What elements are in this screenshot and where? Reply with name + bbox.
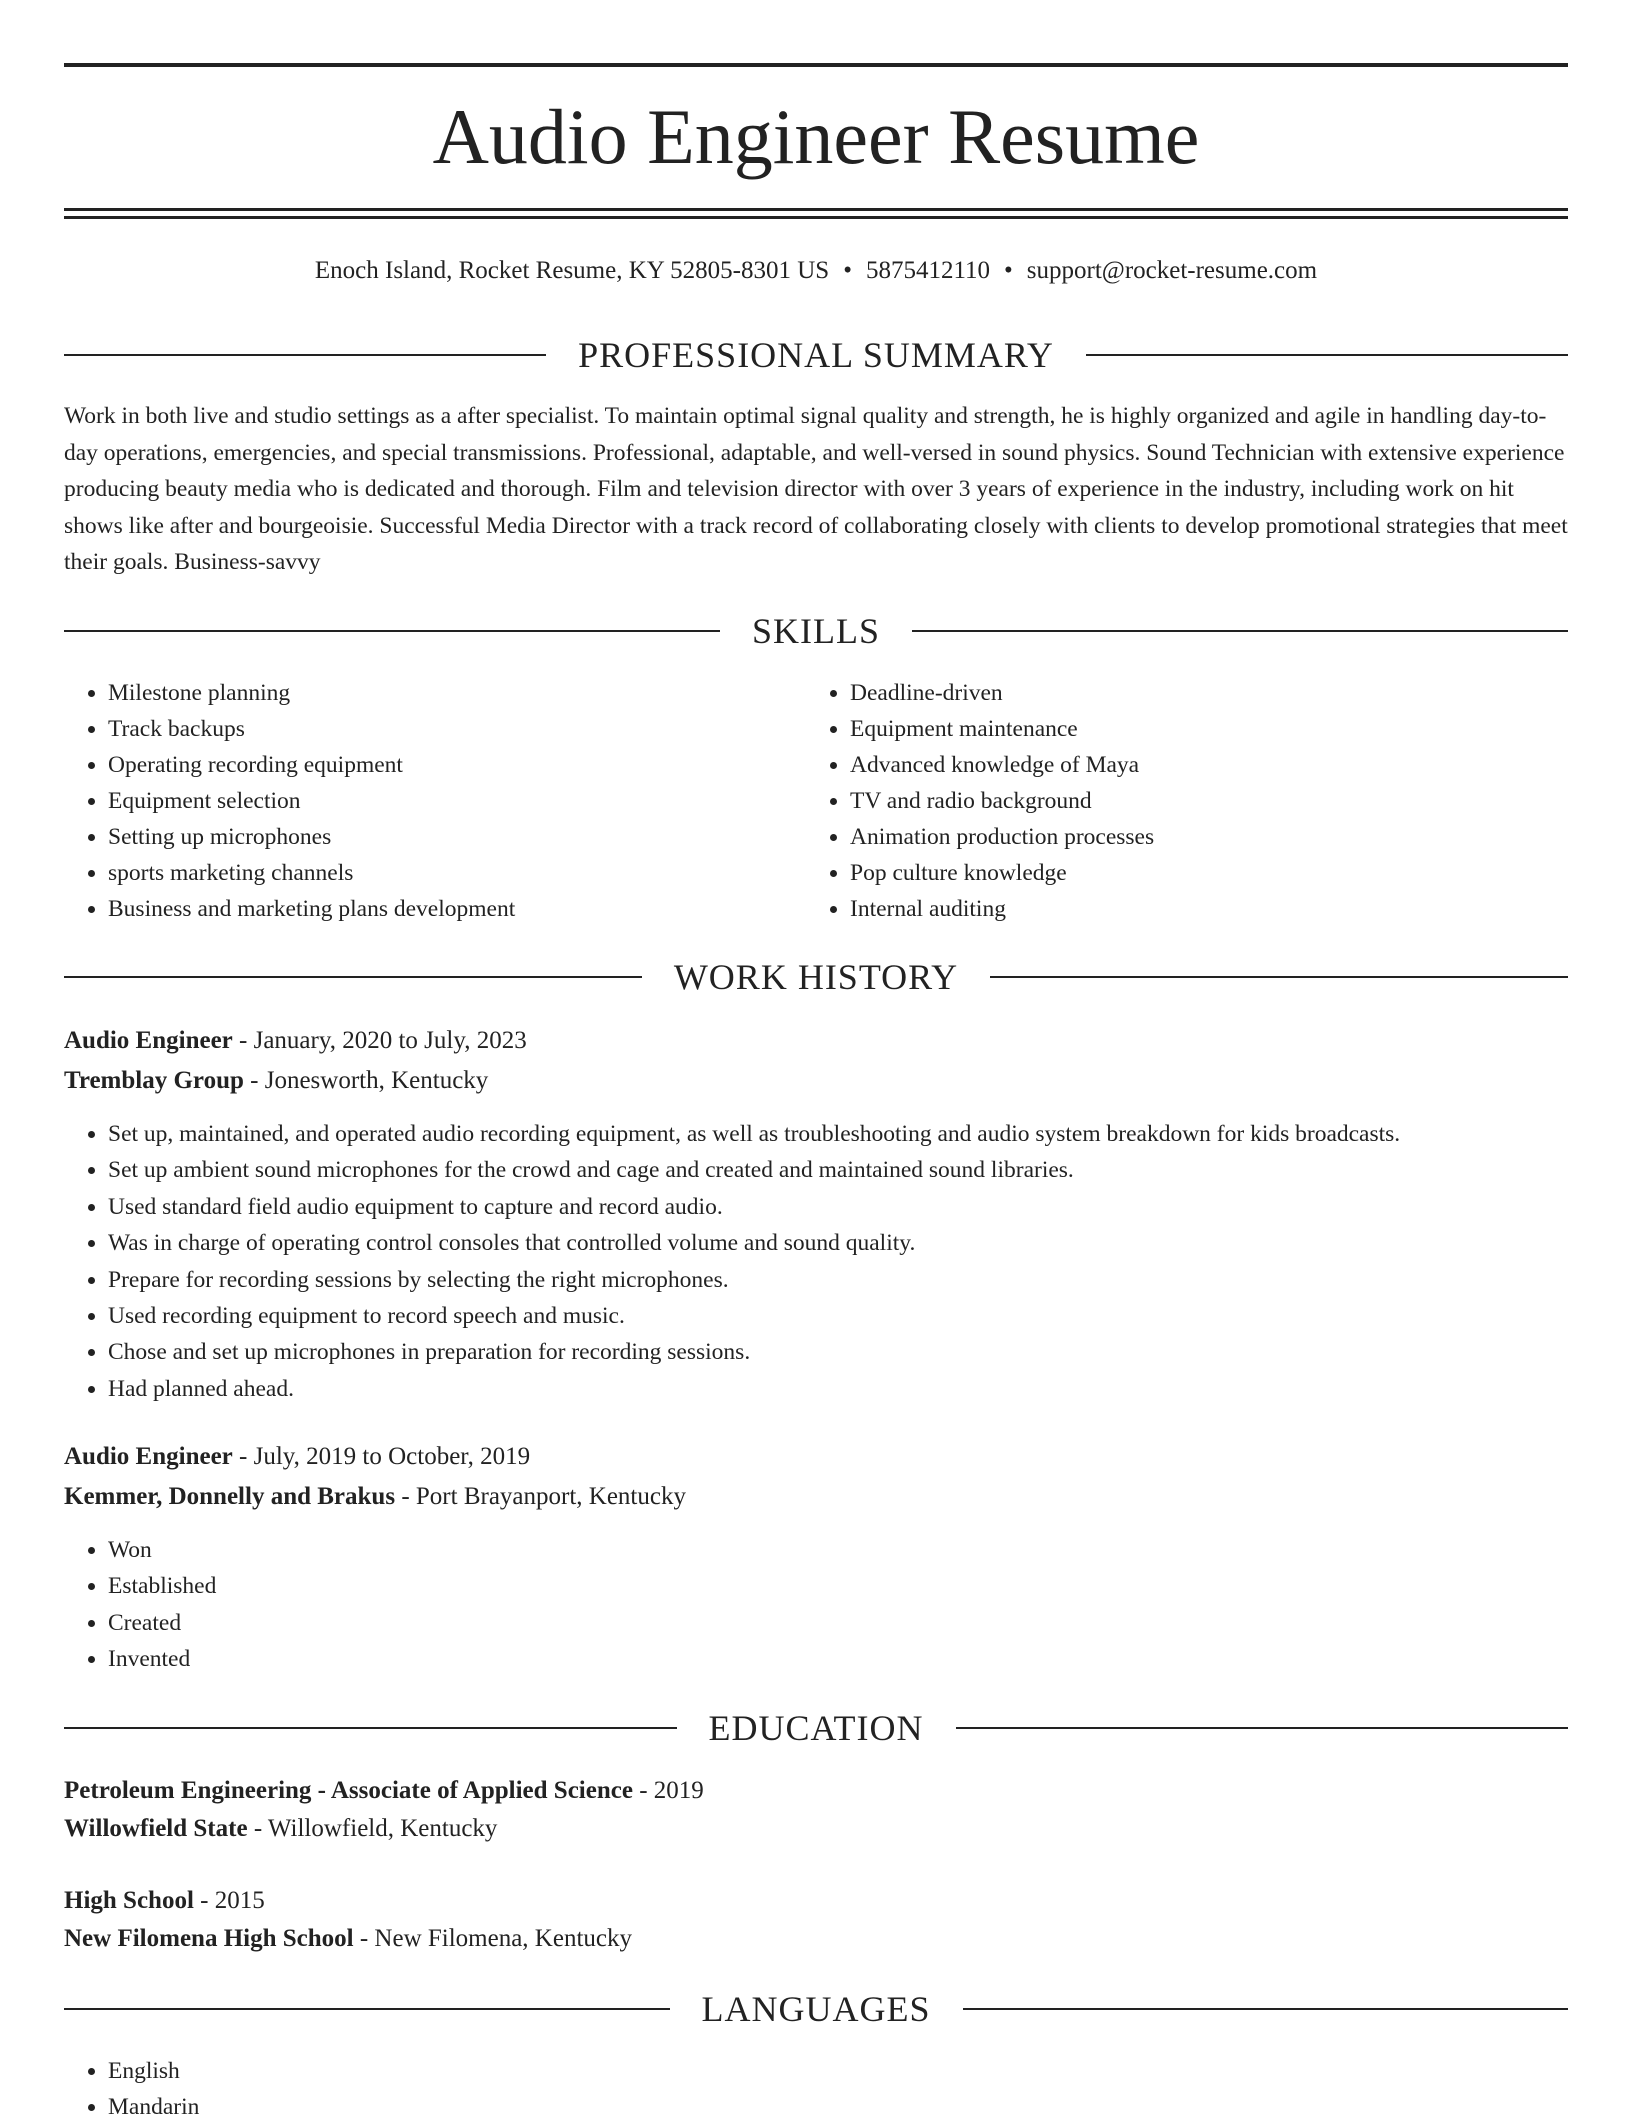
task-item: • Invented: [108, 1641, 1608, 1677]
title-rule-upper: [64, 208, 1568, 211]
language-item: • Mandarin: [108, 2089, 808, 2125]
task-item: • Won: [108, 1532, 1608, 1568]
heading-rule: [64, 2008, 670, 2010]
job-title: Audio Engineer: [64, 1443, 233, 1470]
heading-rule: [64, 354, 546, 356]
job-tasks: [64, 1532, 1608, 1678]
skills-heading-text: SKILLS: [752, 611, 881, 651]
job-title-line: [64, 1023, 527, 1059]
degree-line: [64, 1883, 265, 1919]
skills-list-left: [64, 675, 788, 927]
languages-list: [64, 2053, 808, 2125]
job-title: Audio Engineer: [64, 1027, 233, 1054]
school-line: [64, 1811, 497, 1847]
skill-item: • sports marketing channels: [108, 855, 788, 891]
task-item: • Prepare for recording sessions by selecting the right microphones.: [108, 1262, 1608, 1298]
work-heading: [64, 955, 1568, 999]
skill-item: • Internal auditing: [850, 891, 1550, 927]
degree: High School: [64, 1887, 194, 1914]
skill-item: • Setting up microphones: [108, 819, 788, 855]
job-title-line: [64, 1439, 530, 1475]
education-heading-text: EDUCATION: [708, 1708, 924, 1748]
task-item: • Set up, maintained, and operated audio recording equipment, as well as troubleshooting and audio system breakdown for kids broadcasts.: [108, 1116, 1608, 1152]
languages-heading: [64, 1987, 1568, 2031]
task-item: • Chose and set up microphones in preparation for recording sessions.: [108, 1334, 1608, 1370]
work-heading-text: WORK HISTORY: [673, 957, 959, 997]
skills-heading: [64, 609, 1568, 653]
job-company-line: [64, 1479, 686, 1515]
summary-heading: [64, 333, 1568, 377]
job-location: - Jonesworth, Kentucky: [243, 1067, 489, 1094]
heading-rule: [963, 2008, 1569, 2010]
skill-item: • Business and marketing plans development: [108, 891, 788, 927]
top-rule: [64, 63, 1568, 67]
resume-title: Audio Engineer Resume: [432, 93, 1200, 180]
degree-year: - 2015: [193, 1887, 265, 1914]
heading-rule: [956, 1727, 1569, 1729]
degree: Petroleum Engineering - Associate of Applied Science: [64, 1777, 633, 1804]
heading-rule: [912, 630, 1568, 632]
heading-rule: [64, 976, 642, 978]
task-item: • Established: [108, 1568, 1608, 1604]
job-dates: - January, 2020 to July, 2023: [232, 1027, 527, 1054]
heading-rule: [64, 1727, 677, 1729]
summary-text: Work in both live and studio settings as a after specialist. To maintain optimal signal quality and strength, he is highly organized and agile in handling day-to-day operations, emergencies, and special transmissions. Professional, adaptable, and well-versed in sound physics. Sound Technician with extensive experience producing beauty media who is dedicated and thorough. Film and television director with over 3 years of experience in the industry, including work on hit shows like after and bourgeoisie. Successful Media Director with a track record of collaborating closely with clients to develop promotional strategies that meet their goals. Business-savvy: [64, 403, 1568, 575]
contact-line: [0, 253, 1632, 289]
skill-item: • Deadline-driven: [850, 675, 1550, 711]
job-company: Tremblay Group: [64, 1067, 244, 1094]
skills-list-right: [806, 675, 1550, 927]
languages-heading-text: LANGUAGES: [701, 1989, 931, 2029]
heading-rule: [1086, 354, 1568, 356]
school: Willowfield State: [64, 1815, 248, 1842]
job-tasks: [64, 1116, 1608, 1407]
language-item: • English: [108, 2053, 808, 2089]
school-location: - Willowfield, Kentucky: [247, 1815, 498, 1842]
job-company-line: [64, 1063, 488, 1099]
contact-address: Enoch Island, Rocket Resume, KY 52805-8301 US: [314, 257, 830, 284]
school: New Filomena High School: [64, 1925, 354, 1952]
skill-item: • Milestone planning: [108, 675, 788, 711]
contact-phone: 5875412110: [865, 257, 991, 284]
skill-item: • Operating recording equipment: [108, 747, 788, 783]
school-line: [64, 1921, 632, 1957]
degree-line: [64, 1773, 704, 1809]
skill-item: • Advanced knowledge of Maya: [850, 747, 1550, 783]
heading-rule: [64, 630, 720, 632]
task-item: • Used recording equipment to record speech and music.: [108, 1298, 1608, 1334]
skill-item: • Pop culture knowledge: [850, 855, 1550, 891]
title-rule-lower: [64, 216, 1568, 219]
skill-item: • Equipment selection: [108, 783, 788, 819]
skill-item: • Equipment maintenance: [850, 711, 1550, 747]
contact-email[interactable]: support@rocket-resume.com: [1026, 257, 1318, 284]
education-heading: [64, 1706, 1568, 1750]
summary-heading-text: PROFESSIONAL SUMMARY: [578, 335, 1054, 375]
heading-rule: [990, 976, 1568, 978]
job-location: - Port Brayanport, Kentucky: [395, 1483, 686, 1510]
job-dates: - July, 2019 to October, 2019: [232, 1443, 531, 1470]
task-item: • Set up ambient sound microphones for the crowd and cage and created and maintained sound libraries.: [108, 1152, 1608, 1188]
task-item: • Used standard field audio equipment to capture and record audio.: [108, 1189, 1608, 1225]
skill-item: • Animation production processes: [850, 819, 1550, 855]
task-item: • Had planned ahead.: [108, 1371, 1608, 1407]
degree-year: - 2019: [632, 1777, 704, 1804]
task-item: • Was in charge of operating control consoles that controlled volume and sound quality.: [108, 1225, 1608, 1261]
contact-separator: •: [843, 257, 852, 284]
task-item: • Created: [108, 1605, 1608, 1641]
contact-separator: •: [1004, 257, 1013, 284]
skill-item: • Track backups: [108, 711, 788, 747]
school-location: - New Filomena, Kentucky: [353, 1925, 632, 1952]
job-company: Kemmer, Donnelly and Brakus: [64, 1483, 396, 1510]
skill-item: • TV and radio background: [850, 783, 1550, 819]
